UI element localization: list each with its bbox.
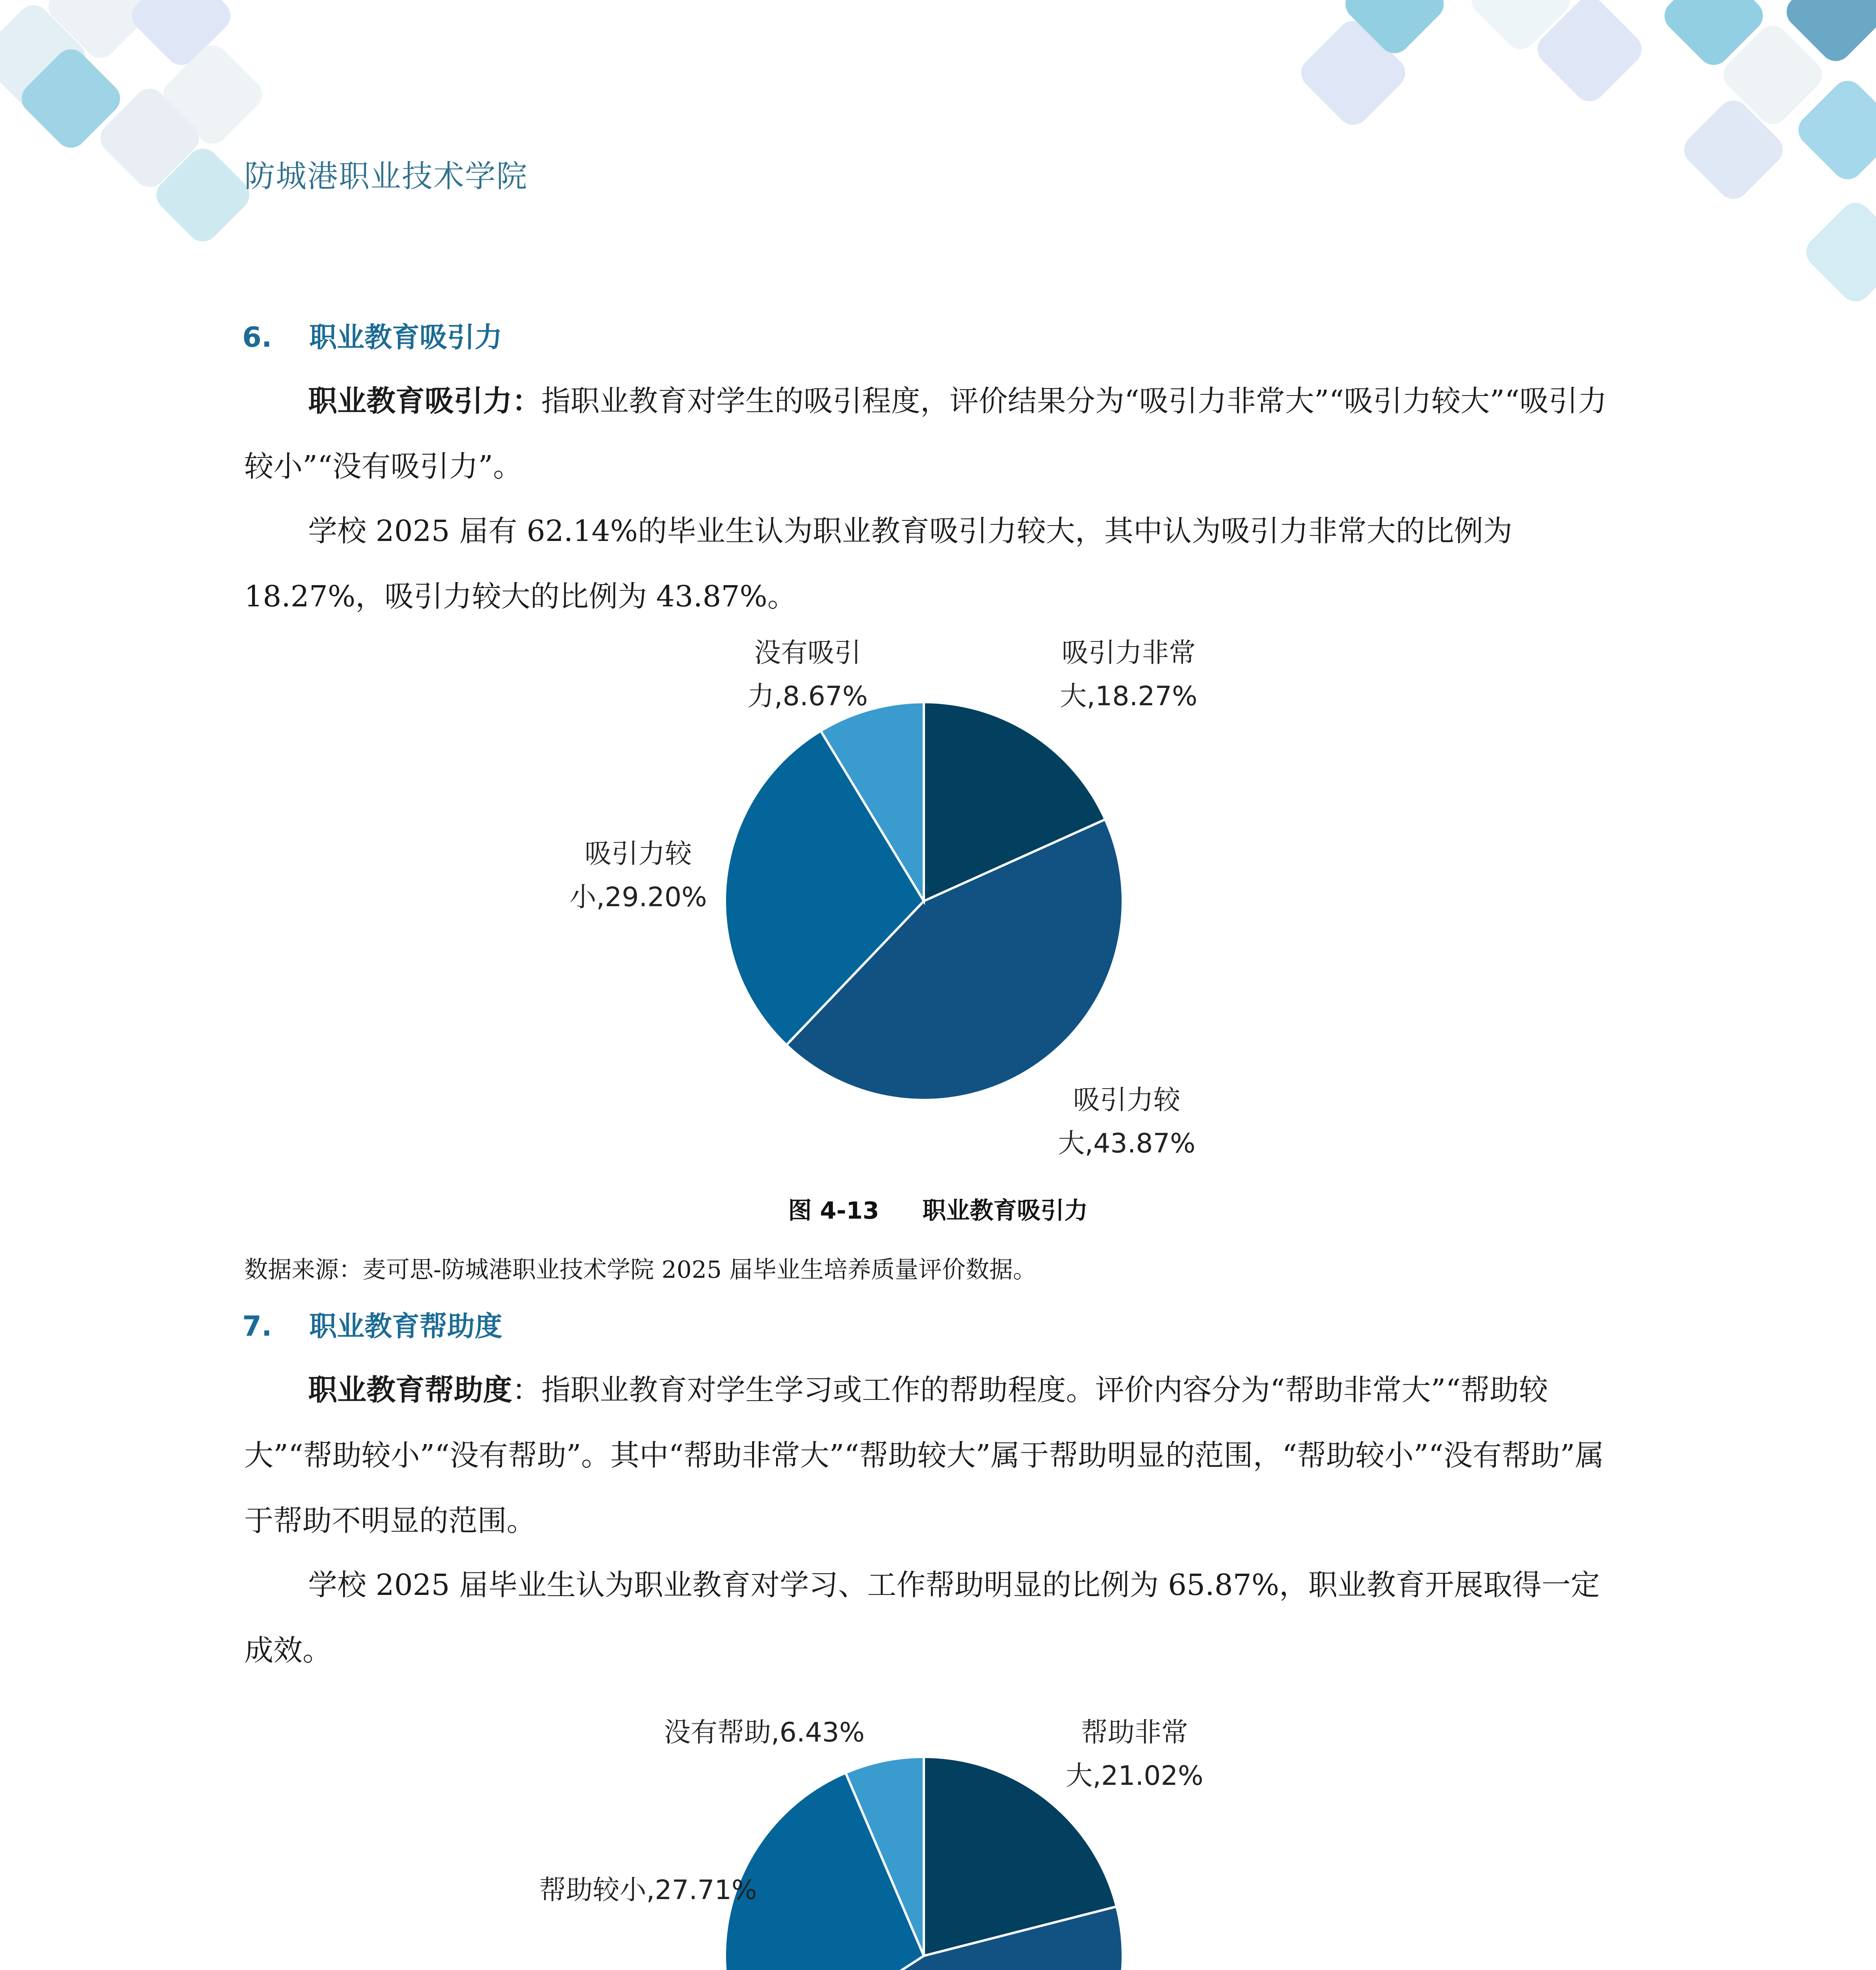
section-6-term: 职业教育吸引力： <box>308 384 541 418</box>
pie-chart-attraction-svg <box>0 619 1876 1186</box>
section-7-heading <box>242 1304 502 1344</box>
section-7-result-text: 学校 2025 届毕业生认为职业教育对学习、工作帮助明显的比例为 65.87%，职业教育开展取得一定成效。 <box>244 1568 1600 1667</box>
section-7-number: 7. <box>242 1310 272 1342</box>
pie1-label-very-large-line-2: 大,18.27% <box>1060 681 1198 712</box>
section-7-result <box>244 1552 1607 1683</box>
school-name: 防城港职业技术学院 <box>244 159 528 194</box>
pie-chart-attraction <box>0 619 1876 1186</box>
pie1-label-none-line-2: 力,8.67% <box>747 681 868 712</box>
section-6-definition-text: 指职业教育对学生的吸引程度，评价结果分为“吸引力非常大”“吸引力较大”“吸引力较小”“没有吸引力”。 <box>244 384 1607 483</box>
section-6-result <box>244 498 1607 629</box>
figure-4-13-caption <box>0 1192 1876 1226</box>
pie2-label-small-line-1: 帮助较小,27.71% <box>539 1875 757 1906</box>
section-7-term: 职业教育帮助度 <box>308 1373 512 1407</box>
figure-4-13-title: 职业教育吸引力 <box>922 1197 1088 1225</box>
pie2-label-none-line-1: 没有帮助,6.43% <box>664 1717 865 1748</box>
pie1-label-large-line-1: 吸引力较 <box>1073 1085 1181 1116</box>
section-7-title: 职业教育帮助度 <box>309 1310 502 1342</box>
figure-4-13-number: 图 4-13 <box>788 1197 879 1225</box>
pie-chart-helpfulness-svg <box>0 1694 1876 1970</box>
pie1-label-none-line-1: 没有吸引 <box>754 637 862 669</box>
section-6-heading <box>242 315 502 355</box>
pie1-label-very-large-line-1: 吸引力非常 <box>1061 637 1196 669</box>
section-6-definition <box>244 368 1607 499</box>
pie-chart-helpfulness <box>0 1694 1876 1970</box>
section-6-result-text: 学校 2025 届有 62.14%的毕业生认为职业教育吸引力较大，其中认为吸引力非常大的比例为 18.27%，吸引力较大的比例为 43.87%。 <box>244 514 1513 613</box>
section-6-source: 数据来源：麦可思-防城港职业技术学院 2025 届毕业生培养质量评价数据。 <box>244 1256 1037 1284</box>
pie2-label-very-large-line-1: 帮助非常 <box>1081 1717 1189 1748</box>
pie1-label-small-line-2: 小,29.20% <box>569 882 707 913</box>
section-7-definition <box>244 1357 1607 1554</box>
pie1-label-large-line-2: 大,43.87% <box>1058 1128 1196 1159</box>
section-7-definition-text: ：指职业教育对学生学习或工作的帮助程度。评价内容分为“帮助非常大”“帮助较大”“帮助较小”“没有帮助”。其中“帮助非常大”“帮助较大”属于帮助明显的范围，“帮助较小”“没有帮助”属于帮助不明显的范围。 <box>244 1373 1604 1538</box>
pie2-label-very-large-line-2: 大,21.02% <box>1066 1760 1204 1792</box>
section-6-number: 6. <box>242 321 272 353</box>
section-6-title: 职业教育吸引力 <box>309 321 502 353</box>
pie1-label-small-line-1: 吸引力较 <box>584 838 692 870</box>
